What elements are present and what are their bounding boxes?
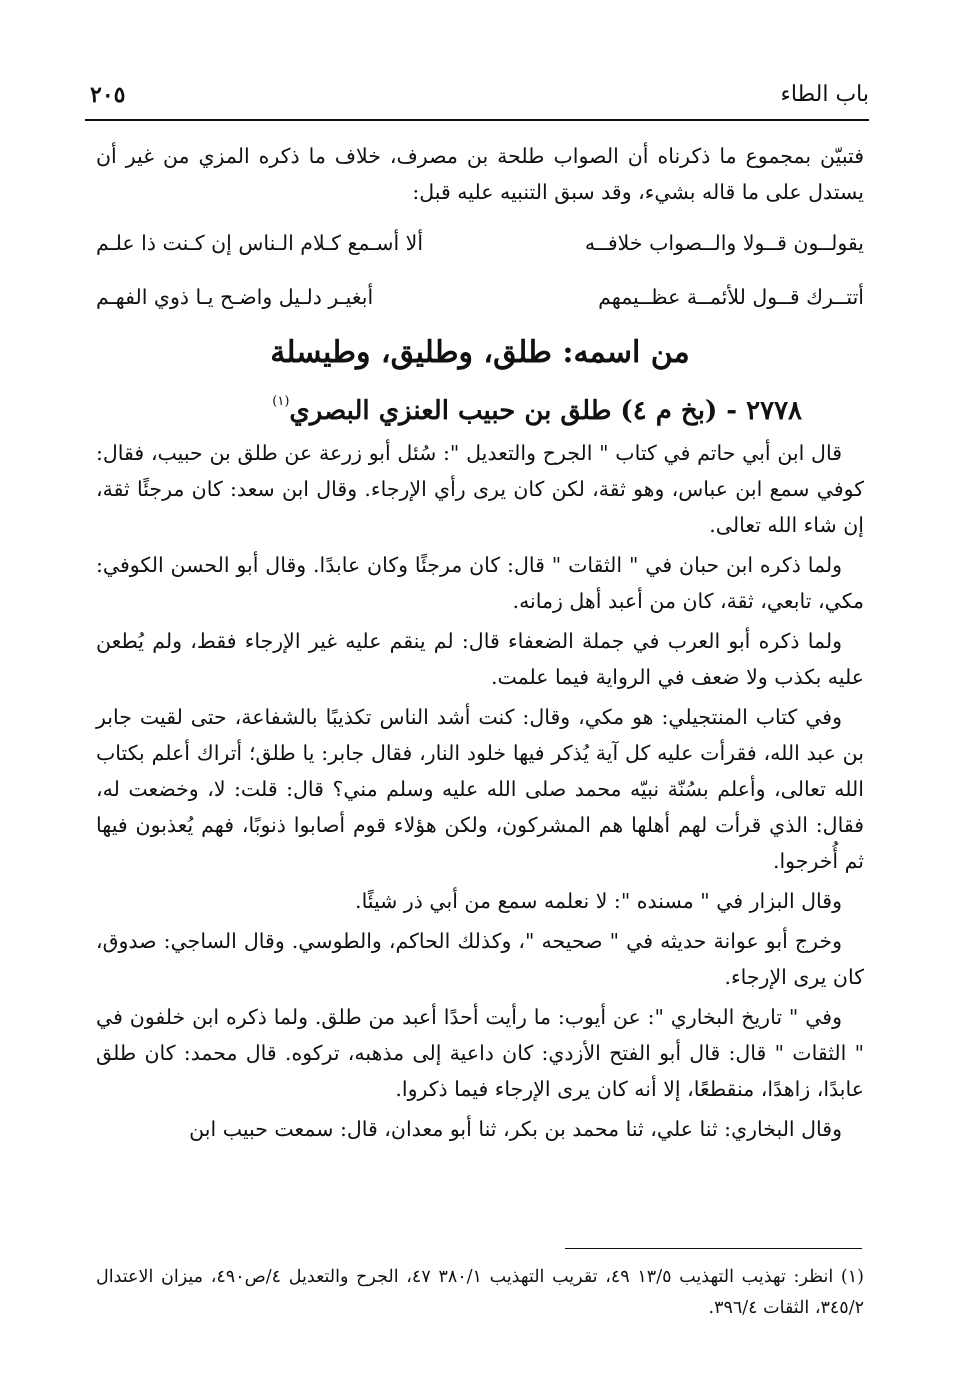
footnote-marker: (١) [272,394,290,409]
entry-title-text: ٢٧٧٨ - (بخ م ٤) طلق بن حبيب العنزي البصري [289,396,802,426]
header-divider [85,119,869,121]
body-paragraph: وقال البخاري: ثنا علي، ثنا محمد بن بكر، ثنا أبو معدان، قال: سمعت حبيب ابن [189,1117,842,1141]
verse-second-hemistich: ألا أسـمع كـلام الـناس إن كـنت ذا علـم [96,231,424,255]
body-paragraph: وفي كتاب المنتجيلي: هو مكي، وقال: كنت أشد الناس تكذيبًا بالشفاعة، حتى لقيت جابر بن عبد الله، فقرأت عليه كل آية يُذكر فيها خلود النار، فقال جابر: يا طلق؛ أتراك أعلم بكتاب الله تعالى، وأعلم بسُنّة نبيّه محمد صلى الله عليه وسلم مني؟ قال: قلت: لا، وخضعت له، فقال: الذي قرأت لهم أهلها هم المشركون، ولكن هؤلاء قوم أصابوا ذنوبًا، فهم يُعذبون فيها ثم أُخرجوا. [96,705,864,873]
page-header [88,80,869,120]
body-paragraph: وقال البزار في " مسنده ": لا نعلمه سمع من أبي ذر شيئًا. [355,889,842,913]
verse-first-hemistich: يقولــون قــولا والــصواب خلافــه [584,231,864,255]
intro-paragraph: فتبيّن بمجموع ما ذكرناه أن الصواب طلحة بن مصرف، خلاف ما ذكره المزي من غير أن يستدل على ما قاله بشيء، وقد سبق التنبيه عليه قبل: [96,144,864,204]
body-paragraph: وخرج أبو عوانة حديثه في " صحيحه "، وكذلك الحاكم، والطوسي. وقال الساجي: صدوق، كان يرى الإرجاء. [96,929,864,989]
body-paragraph: وفي " تاريخ البخاري ": عن أيوب: ما رأيت أحدًا أعبد من طلق. ولما ذكره ابن خلفون في " الثقات " قال: قال أبو الفتح الأزدي: كان داعية إلى مذهبه، تركوه. قال محمد: كان طلق عابدًا، زاهدًا، منقطعًا، إلا أنه كان يرى الإرجاء فيما ذكروا. [96,1005,864,1101]
body-paragraph: ولما ذكره ابن حبان في " الثقات " قال: كان مرجئًا وكان عابدًا. وقال أبو الحسن الكوفي: مكي، تابعي، ثقة، كان من أعبد أهل زمانه. [96,553,864,613]
footnote-divider [565,1248,862,1249]
verse-first-hemistich: أتتــرك قــول للأئمــة عظــيمهم [598,285,864,309]
body-paragraph: ولما ذكره أبو العرب في جملة الضعفاء قال: لم ينقم عليه غير الإرجاء فقط، ولم يُطعن عليه بكذب ولا ضعف في الرواية فيما علمت. [96,629,864,689]
poem [96,216,864,324]
page-body [96,138,864,1147]
body-paragraph: قال ابن أبي حاتم في كتاب " الجرح والتعديل ": سُئل أبو زرعة عن طلق بن حبيب، فقال: كوفي سمع ابن عباس، وهو ثقة، لكن كان يرى رأي الإرجاء. وقال ابن سعد: كان مرجئًا ثقة، إن شاء الله تعالى. [96,441,864,537]
verse-second-hemistich: أبغيـر دلـيل واضـح يـا ذوي الفهـم [96,285,374,309]
poem-verse [96,270,864,324]
poem-verse [96,216,864,270]
chapter-title: باب الطاء [780,82,869,107]
entry-heading [96,378,864,435]
section-heading: من اسمه: طلق، وطليق، وطيسلة [270,335,690,370]
page-number: ٢٠٥ [90,82,126,108]
footnote: (١) انظر: تهذيب التهذيب ١٣/٥ ٤٩، تقريب التهذيب ٣٨٠/١ ٤٧، الجرح والتعديل ٤/ص٤٩٠، ميزان الاعتدال ٣٤٥/٢، الثقات ٣٩٦/٤. [96,1267,864,1318]
